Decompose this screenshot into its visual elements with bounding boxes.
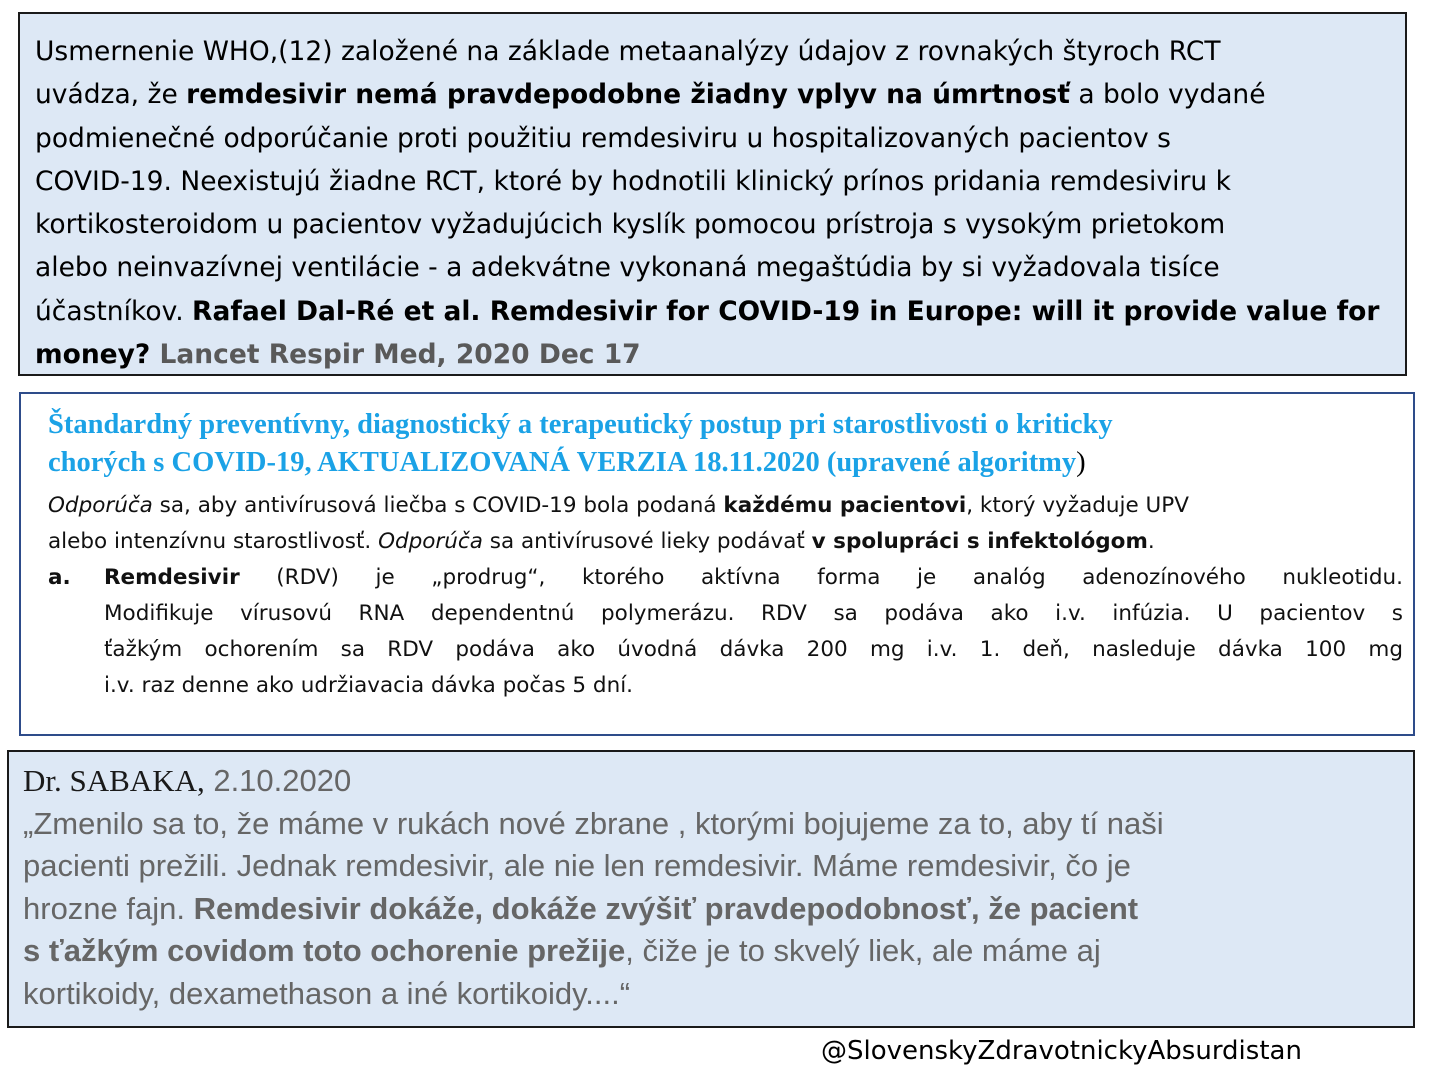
guideline-box: [19, 392, 1415, 736]
list-item: [48, 560, 1403, 704]
guideline-heading: Štandardný preventívny, diagnostický a terapeutický postup pri starostlivosti o kriticky chorých s COVID-19, AKTUALIZOVANÁ VERZIA 18.11.2020 (upravené algoritmy): [48, 409, 1113, 478]
citation-title-end: money?: [35, 339, 160, 371]
text-line: Usmernenie WHO,(12) založené na základe metaanalýzy údajov z rovnakých štyroch RCT: [35, 36, 1221, 67]
quote-attribution: [23, 760, 1399, 803]
text-line: alebo intenzívnu starostlivosť. Odporúča sa antivírusové lieky podávať v spolupráci s infektológom.: [48, 529, 1155, 554]
text-line: i.v. raz denne ako udržiavacia dávka počas 5 dní.: [104, 673, 634, 698]
quote-author: Dr. SABAKA,: [23, 763, 205, 798]
text-line: [35, 333, 1393, 376]
text-line: Odporúča sa, aby antivírusová liečba s COVID-19 bola podaná každému pacientovi, ktorý vyžaduje UPV: [48, 493, 1189, 518]
text-line: podmienečné odporúčanie proti použitiu remdesiviru u hospitalizovaných pacientov s: [35, 122, 1171, 154]
text-line: „Zmenilo sa to, že máme v rukách nové zbrane , ktorými bojujeme za to, aby tí naši: [23, 805, 1164, 841]
text-line: Modifikuje vírusovú RNA dependentnú polymerázu. RDV sa podáva ako i.v. infúzia. U pacientov s: [104, 601, 1403, 626]
text-line: COVID-19. Neexistujú žiadne RCT, ktoré by hodnotili klinický prínos pridania remdesiviru k: [35, 165, 1231, 197]
guideline-excerpt: [48, 488, 1403, 704]
footer-handle: @SlovenskyZdravotnickyAbsurdistan: [821, 1036, 1302, 1066]
text-line: s ťažkým covidom toto ochorenie prežije, čiže je to skvelý liek, ale máme aj: [23, 933, 1101, 968]
text-line: ťažkým ochorením sa RDV podáva ako úvodná dávka 200 mg i.v. 1. deň, nasleduje dávka 100 mg: [104, 637, 1403, 662]
text-line: uvádza, že remdesivir nemá pravdepodobne žiadny vplyv na úmrtnosť a bolo vydané: [35, 79, 1266, 111]
who-guidance-box: [18, 12, 1407, 376]
citation-title: Rafael Dal-Ré et al. Remdesivir for COVID-19 in Europe: will it provide value for: [192, 295, 1380, 327]
text-line: kortikosteroidom u pacientov vyžadujúcich kyslík pomocou prístroja s vysokým prietokom: [35, 209, 1226, 241]
citation-source: Lancet Respir Med, 2020 Dec 17: [159, 339, 641, 371]
text-line: kortikoidy, dexamethason a iné kortikoidy....“: [23, 975, 631, 1011]
text-line: pacienti prežili. Jednak remdesivir, ale nie len remdesivir. Máme remdesivir, čo je: [23, 848, 1131, 883]
quote-date: 2.10.2020: [204, 763, 352, 798]
quote-box: [7, 750, 1415, 1028]
list-marker: a.: [48, 565, 71, 590]
emphasis-mortality: remdesivir nemá pravdepodobne žiadny vplyv na úmrtnosť: [186, 79, 1070, 111]
text-line: Remdesivir (RDV) je „prodrug“, ktorého aktívna forma je analóg adenozínového nukleotidu.: [104, 565, 1403, 590]
text-line: hrozne fajn. Remdesivir dokáže, dokáže zvýšiť pravdepodobnosť, že pacient: [23, 890, 1139, 926]
text-line: účastníkov. Rafael Dal-Ré et al. Remdesivir for COVID-19 in Europe: will it provide value for: [35, 295, 1380, 327]
text-line: alebo neinvazívnej ventilácie - a adekvátne vykonaná megaštúdia by si vyžadovala tisíce: [35, 252, 1220, 284]
